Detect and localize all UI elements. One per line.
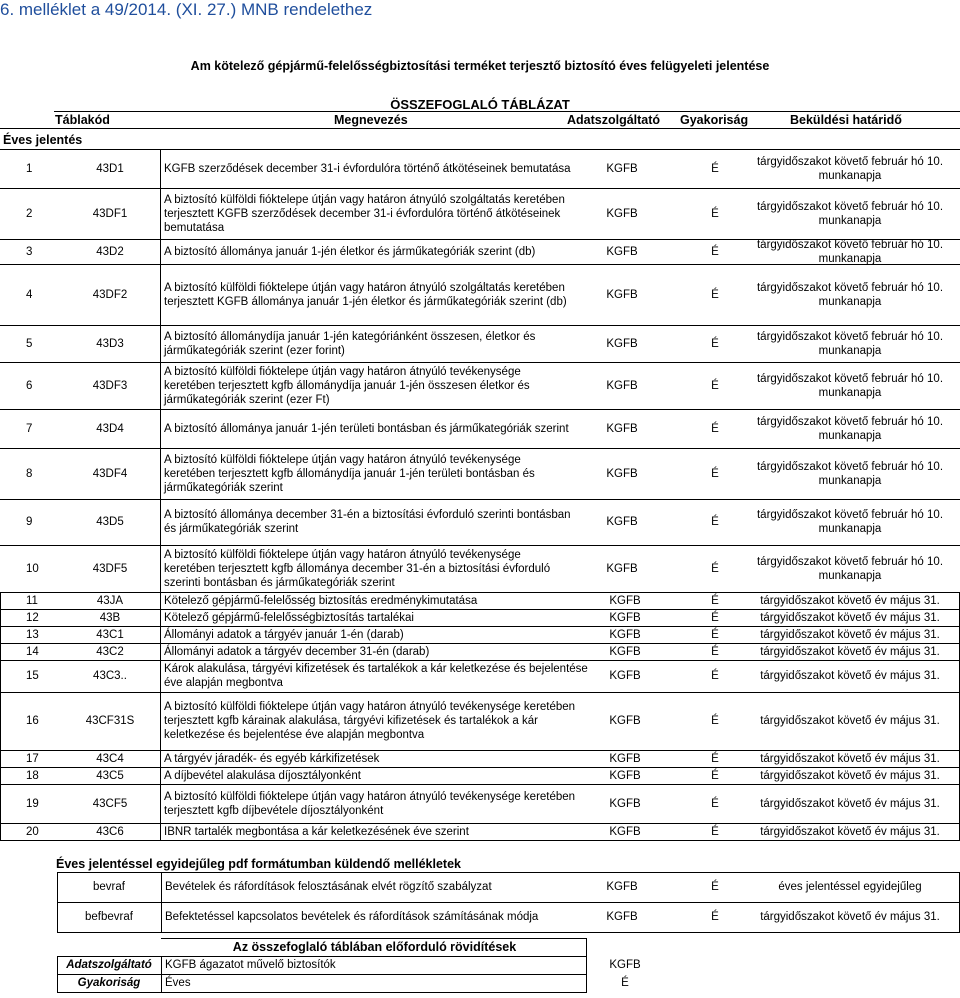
row-frequency: É [711, 207, 719, 220]
row-divider [0, 823, 960, 824]
row-number: 3 [26, 245, 33, 258]
abbreviation-label: Adatszolgáltató [66, 959, 152, 971]
header-top-rule [54, 111, 960, 112]
attachment-provider: KGFB [606, 881, 638, 893]
row-frequency: É [711, 752, 719, 765]
row-number: 19 [26, 797, 39, 810]
table-row [0, 325, 960, 362]
row-frequency: É [711, 645, 719, 658]
row-description: Kötelező gépjármű-felelősségbiztosítás tartalékai [164, 611, 414, 624]
row-number: 17 [26, 752, 39, 765]
row-number: 9 [26, 516, 33, 528]
row-deadline: tárgyidőszakot követő év május 31. [760, 825, 940, 838]
header-name: Megnevezés [334, 113, 408, 127]
row-frequency: É [711, 670, 719, 682]
table-row [0, 823, 960, 840]
header-provider: Adatszolgáltató [567, 113, 661, 127]
table-row [0, 188, 960, 239]
table-row [0, 592, 960, 609]
table-row [0, 767, 960, 784]
table-code: 43DF1 [92, 207, 128, 220]
row-divider [0, 264, 960, 265]
row-frequency: É [711, 516, 719, 528]
row-description: A biztosító állománydíja január 1-jén kategóriánként összesen, életkor és járműkategóriák szerint (ezer forint) [164, 330, 536, 357]
table-code: 43D1 [96, 163, 124, 175]
row-divider [0, 362, 960, 363]
row-provider: KGFB [606, 562, 638, 575]
row-number: 6 [26, 379, 33, 392]
table-row [0, 150, 960, 188]
attachment-code: befbevraf [85, 911, 133, 923]
table-left-border [0, 592, 1, 840]
row-provider: KGFB [609, 594, 641, 607]
row-frequency: É [711, 422, 719, 435]
row-frequency: É [711, 594, 719, 607]
attachment-row [0, 902, 960, 932]
row-description: Állományi adatok a tárgyév január 1-én (darab) [164, 628, 404, 641]
table-row [0, 409, 960, 448]
row-deadline: tárgyidőszakot követő február hó 10. munkanapja [756, 281, 944, 308]
attachment-column-divider [57, 872, 58, 932]
row-divider [0, 448, 960, 449]
table-row [0, 448, 960, 499]
table-row [0, 750, 960, 767]
table-code: 43D2 [96, 245, 124, 258]
row-description: A biztosító külföldi fióktelepe útján vagy határon átnyúló tevékenysége keretében terjesztett kgfb kárainak alakulása, tárgyévi kifizetések és tartalékok a kár keletkezése és bejelentése éve alapján megbontva [164, 701, 576, 741]
row-divider [0, 499, 960, 500]
table-code: 43DF5 [92, 562, 128, 575]
table-row [0, 784, 960, 823]
table-row [0, 545, 960, 592]
table-row [0, 643, 960, 660]
table-code: 43C6 [96, 825, 124, 838]
table-code: 43C5 [96, 769, 124, 782]
row-provider: KGFB [606, 163, 638, 175]
table-row [0, 239, 960, 264]
row-frequency: É [711, 715, 719, 727]
row-deadline: tárgyidőszakot követő év május 31. [760, 797, 940, 810]
row-deadline: tárgyidőszakot követő február hó 10. munkanapja [756, 460, 944, 487]
attachment-description: Bevételek és ráfordítások felosztásának elvét rögzítő szabályzat [165, 881, 492, 893]
table-row [0, 264, 960, 325]
table-row [0, 660, 960, 692]
row-description: A biztosító külföldi fióktelepe útján vagy határon átnyúló tevékenysége keretében terjesztett kgfb állománydíja január 1-jén összesen életkor és járműkategóriák szerint (ezer Ft) [164, 365, 530, 406]
row-number: 11 [26, 594, 38, 607]
row-deadline: tárgyidőszakot követő február hó 10. munkanapja [756, 200, 944, 227]
attachment-rule [57, 872, 960, 873]
row-frequency: É [711, 337, 719, 350]
table-code: 43C2 [96, 645, 124, 658]
attachments-title: Éves jelentéssel egyidejűleg pdf formátumban küldendő mellékletek [56, 857, 461, 871]
row-number: 5 [26, 337, 33, 350]
table-code: 43C3.. [93, 670, 127, 682]
row-divider [0, 325, 960, 326]
abbreviation-rule [161, 938, 587, 939]
row-frequency: É [711, 769, 719, 782]
row-description: Állományi adatok a tárgyév december 31-én (darab) [164, 645, 430, 658]
attachment-column-divider [161, 872, 162, 932]
row-description: A biztosító külföldi fióktelepe útján vagy határon átnyúló tevékenysége keretében terjesztett kgfb állománydíja január 1-jén területi bontásban és járműkategóriák szerint [164, 453, 535, 494]
row-provider: KGFB [606, 379, 638, 392]
row-provider: KGFB [609, 769, 641, 782]
row-deadline: tárgyidőszakot követő év május 31. [760, 611, 940, 624]
row-frequency: É [711, 825, 719, 838]
attachment-code: bevraf [93, 881, 125, 893]
row-divider [0, 750, 960, 751]
abbreviations-title: Az összefoglaló táblában előforduló rövidítések [232, 940, 517, 954]
attachment-row [0, 872, 960, 902]
row-deadline: tárgyidőszakot követő év május 31. [760, 670, 940, 682]
row-deadline: tárgyidőszakot követő év május 31. [760, 715, 940, 727]
row-frequency: É [711, 288, 719, 301]
summary-table-title: ÖSSZEFOGLALÓ TÁBLÁZAT [390, 97, 570, 112]
row-frequency: É [711, 379, 719, 392]
row-divider [0, 767, 960, 768]
table-code: 43JA [96, 594, 124, 607]
row-divider [0, 545, 960, 546]
row-provider: KGFB [606, 516, 638, 528]
row-provider: KGFB [609, 752, 641, 765]
table-row [0, 609, 960, 626]
attachment-description: Befektetéssel kapcsolatos bevételek és ráfordítások számításának módja [165, 911, 539, 923]
table-code: 43D5 [96, 516, 124, 528]
row-deadline: tárgyidőszakot követő február hó 10. munkanapja [756, 555, 944, 582]
row-frequency: É [711, 467, 719, 480]
header-table-code: Táblakód [55, 113, 110, 127]
row-number: 16 [26, 715, 39, 727]
row-description: A biztosító külföldi fióktelepe útján vagy határon átnyúló szolgáltatás keretében terjesztett KGFB szerződések december 31-i évfordulóra történő átkötéseinek bemutatása [164, 193, 565, 234]
table-code: 43CF31S [85, 715, 135, 727]
abbreviation-rule [57, 992, 587, 993]
row-frequency: É [711, 628, 719, 641]
abbreviation-meaning: KGFB ágazatot művelő biztosítók [165, 959, 336, 971]
row-deadline: tárgyidőszakot követő év május 31. [760, 752, 940, 765]
row-description: Kötelező gépjármű-felelősség biztosítás eredménykimutatása [164, 594, 478, 607]
row-number: 1 [26, 163, 33, 175]
row-number: 18 [26, 769, 39, 782]
row-description: Károk alakulása, tárgyévi kifizetések és tartalékok a kár keletkezése és bejelentése éve alapján megbontva [164, 663, 588, 689]
row-provider: KGFB [609, 825, 641, 838]
row-number: 7 [26, 422, 33, 435]
row-deadline: tárgyidőszakot követő február hó 10. munkanapja [756, 156, 944, 182]
row-description: IBNR tartalék megbontása a kár keletkezésének éve szerint [164, 825, 469, 838]
row-deadline: tárgyidőszakot követő február hó 10. munkanapja [756, 330, 944, 357]
row-number: 14 [26, 645, 39, 658]
attachment-rule [57, 932, 960, 933]
table-code: 43CF5 [92, 797, 128, 810]
header-bottom-rule [0, 128, 960, 129]
attachment-frequency: É [711, 881, 719, 893]
row-frequency: É [711, 797, 719, 810]
row-frequency: É [711, 163, 719, 175]
row-description: A biztosító külföldi fióktelepe útján vagy határon átnyúló szolgáltatás keretében terjesztett KGFB állománya január 1-jén életkor és járműkategóriák szerint (db) [164, 281, 567, 308]
table-code: 43DF4 [92, 467, 128, 480]
row-divider [0, 626, 960, 627]
row-number: 8 [26, 467, 33, 480]
row-deadline: tárgyidőszakot követő év május 31. [760, 628, 940, 641]
attachment-deadline: tárgyidőszakot követő év május 31. [760, 911, 940, 923]
abbreviation-column-divider [161, 956, 162, 992]
row-provider: KGFB [609, 628, 641, 641]
row-number: 20 [26, 825, 39, 838]
attachment-deadline: éves jelentéssel egyidejűleg [778, 881, 922, 893]
abbreviation-column-divider [586, 938, 587, 992]
row-number: 12 [26, 611, 39, 624]
row-provider: KGFB [606, 245, 638, 258]
table-code: 43DF3 [92, 379, 128, 392]
abbreviation-meaning: Éves [165, 977, 191, 989]
row-frequency: É [711, 245, 719, 258]
row-divider [0, 692, 960, 693]
row-divider [0, 188, 960, 189]
row-provider: KGFB [606, 207, 638, 220]
row-description: A biztosító külföldi fióktelepe útján vagy határon átnyúló tevékenysége keretében terjesztett kgfb díjbevétele díjosztályonként [164, 790, 576, 817]
attachment-provider: KGFB [606, 911, 638, 923]
row-deadline: tárgyidőszakot követő év május 31. [760, 645, 940, 658]
row-description: A biztosító állománya január 1-jén területi bontásban és járműkategóriák szerint [164, 422, 569, 435]
row-provider: KGFB [609, 645, 641, 658]
row-divider [0, 239, 960, 240]
row-divider [0, 784, 960, 785]
row-deadline: tárgyidőszakot követő február hó 10. munkanapja [756, 372, 944, 399]
row-number: 13 [26, 628, 39, 641]
row-provider: KGFB [606, 422, 638, 435]
abbreviation-label: Gyakoriság [77, 977, 141, 989]
row-divider [0, 660, 960, 661]
row-deadline: tárgyidőszakot követő év május 31. [760, 769, 940, 782]
row-description: A biztosító állománya január 1-jén életkor és járműkategóriák szerint (db) [164, 245, 536, 258]
page-title: 6. melléklet a 49/2014. (XI. 27.) MNB rendelethez [0, 0, 373, 19]
row-deadline: tárgyidőszakot követő év május 31. [760, 594, 940, 607]
table-row [0, 626, 960, 643]
row-number: 15 [26, 670, 39, 682]
table-code: 43D3 [96, 337, 124, 350]
row-provider: KGFB [609, 611, 641, 624]
table-code: 43B [99, 611, 121, 624]
document-title: Am kötelező gépjármű-felelősségbiztosítási terméket terjesztő biztosító éves felügyeleti jelentése [190, 59, 770, 73]
row-description: KGFB szerződések december 31-i évfordulóra történő átkötéseinek bemutatása [164, 163, 571, 175]
row-divider [0, 643, 960, 644]
row-provider: KGFB [606, 288, 638, 301]
row-description: A tárgyév járadék- és egyéb kárkifizetések [164, 752, 380, 765]
row-provider: KGFB [609, 797, 641, 810]
table-code: 43DF2 [92, 288, 128, 301]
row-deadline: tárgyidőszakot követő február hó 10. munkanapja [756, 238, 944, 265]
table-code: 43D4 [96, 422, 124, 435]
row-description: A biztosító állománya december 31-én a biztosítási évforduló szerinti bontásban és járműkategóriák szerint [164, 509, 571, 535]
row-description: A biztosító külföldi fióktelepe útján vagy határon átnyúló tevékenysége keretében terjesztett kgfb állománya december 31-én a biztosítási évforduló szerinti bontásban és járműkategóriák szerint [164, 548, 551, 589]
header-deadline: Beküldési határidő [790, 113, 902, 127]
header-frequency: Gyakoriság [680, 113, 749, 127]
row-description: A díjbevétel alakulása díjosztályonként [164, 769, 361, 782]
table-code: 43C1 [96, 628, 124, 641]
row-divider [0, 609, 960, 610]
row-provider: KGFB [609, 670, 641, 682]
row-deadline: tárgyidőszakot követő február hó 10. munkanapja [756, 509, 944, 535]
column-divider [160, 592, 161, 840]
table-bottom-rule [0, 840, 960, 841]
attachment-rule [57, 902, 960, 903]
abbreviation-short: É [621, 977, 629, 989]
table-code: 43C4 [96, 752, 124, 765]
row-frequency: É [711, 562, 719, 575]
row-deadline: tárgyidőszakot követő február hó 10. munkanapja [756, 415, 944, 442]
table-row [0, 499, 960, 545]
row-provider: KGFB [609, 715, 641, 727]
attachment-frequency: É [711, 911, 719, 923]
table-row [0, 692, 960, 750]
row-number: 2 [26, 207, 33, 220]
row-number: 10 [26, 562, 39, 575]
row-provider: KGFB [606, 467, 638, 480]
annual-report-label: Éves jelentés [3, 133, 83, 147]
row-provider: KGFB [606, 337, 638, 350]
abbreviation-short: KGFB [609, 959, 641, 971]
row-number: 4 [26, 288, 33, 301]
row-frequency: É [711, 611, 719, 624]
table-row [0, 362, 960, 409]
column-divider [160, 150, 161, 592]
row-divider [0, 409, 960, 410]
